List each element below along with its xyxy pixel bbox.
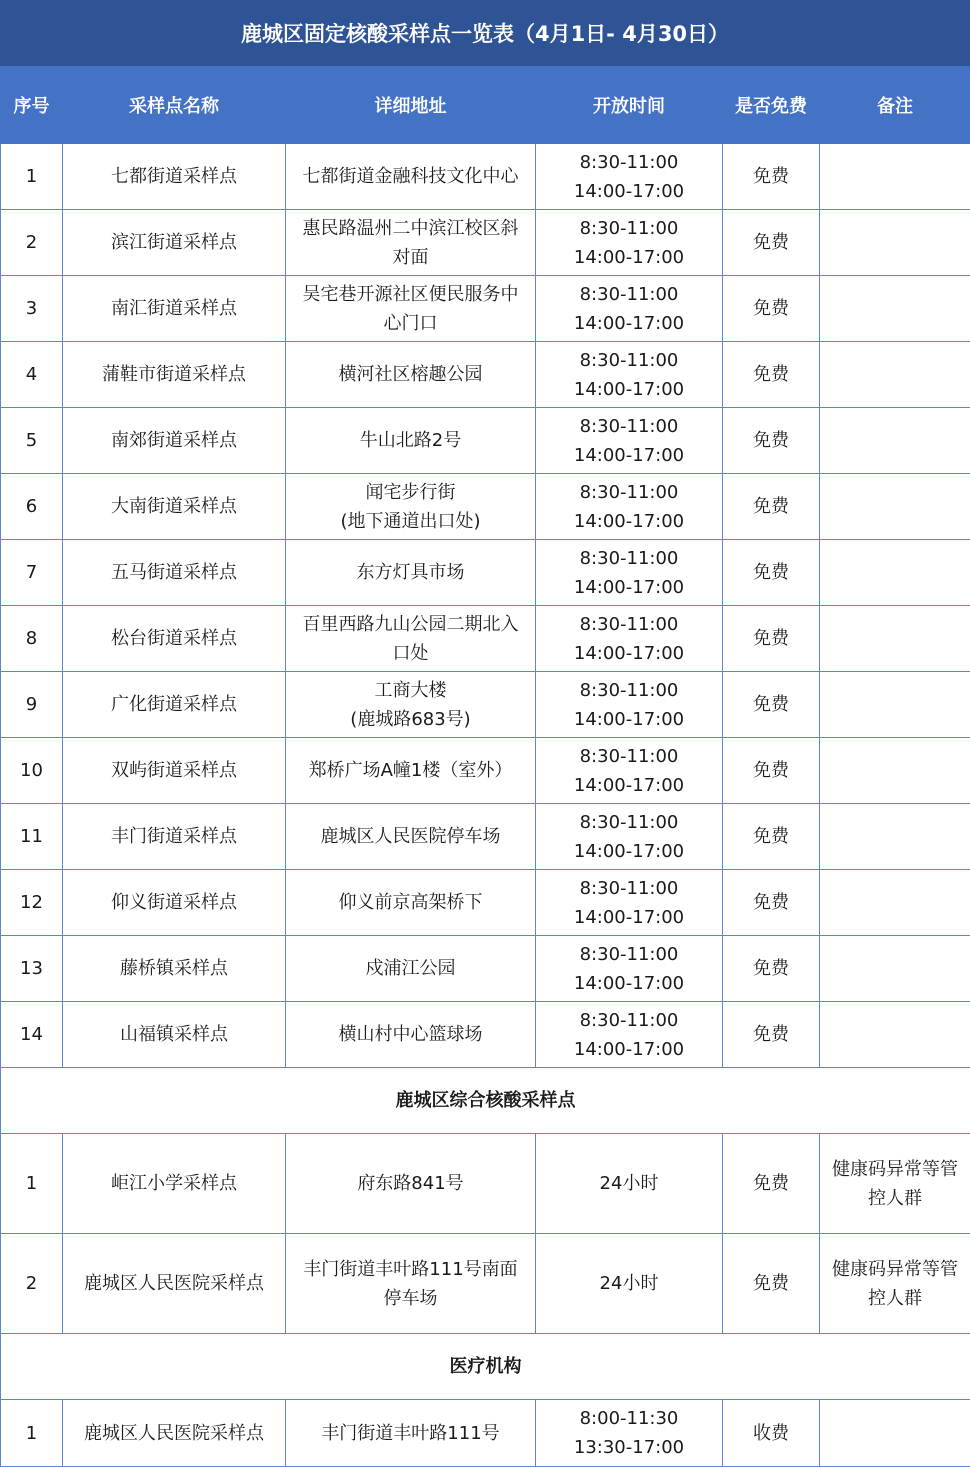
cell-hours — [536, 540, 723, 606]
cell-site-name: 仰义街道采样点 — [63, 870, 286, 936]
comprehensive-section — [1, 1068, 970, 1134]
header-free: 是否免费 — [723, 67, 820, 144]
cell-address-line: 仰义前京高架桥下 — [289, 888, 532, 917]
cell-note — [820, 936, 970, 1002]
cell-note — [820, 408, 970, 474]
cell-hours-line: 14:00-17:00 — [539, 441, 719, 470]
cell-fee: 免费 — [723, 1234, 820, 1334]
cell-fee: 免费 — [723, 606, 820, 672]
cell-fee: 免费 — [723, 474, 820, 540]
cell-hours — [536, 342, 723, 408]
cell-hours-line: 14:00-17:00 — [539, 639, 719, 668]
cell-no: 12 — [1, 870, 63, 936]
table-row — [1, 474, 970, 540]
cell-fee: 免费 — [723, 342, 820, 408]
cell-hours — [536, 276, 723, 342]
cell-note — [820, 738, 970, 804]
cell-note — [820, 606, 970, 672]
cell-hours-line: 8:30-11:00 — [539, 214, 719, 243]
cell-hours — [536, 210, 723, 276]
cell-hours-line: 8:30-11:00 — [539, 280, 719, 309]
cell-hours — [536, 804, 723, 870]
cell-note — [820, 1234, 970, 1334]
cell-address — [286, 606, 536, 672]
cell-address-line: 丰门街道丰叶路111号南面 — [289, 1255, 532, 1284]
cell-no: 7 — [1, 540, 63, 606]
cell-fee: 免费 — [723, 276, 820, 342]
cell-hours — [536, 1234, 723, 1334]
cell-no: 4 — [1, 342, 63, 408]
cell-fee: 免费 — [723, 210, 820, 276]
cell-hours-line: 24小时 — [539, 1169, 719, 1198]
cell-address — [286, 540, 536, 606]
cell-hours-line: 14:00-17:00 — [539, 243, 719, 272]
cell-hours-line: 8:30-11:00 — [539, 478, 719, 507]
cell-hours-line: 14:00-17:00 — [539, 771, 719, 800]
table-row — [1, 606, 970, 672]
cell-hours-line: 14:00-17:00 — [539, 507, 719, 536]
cell-address — [286, 408, 536, 474]
table-row — [1, 672, 970, 738]
cell-site-name: 松台街道采样点 — [63, 606, 286, 672]
cell-site-name: 岠江小学采样点 — [63, 1134, 286, 1234]
cell-hours-line: 14:00-17:00 — [539, 837, 719, 866]
cell-address-line: 工商大楼 — [289, 676, 532, 705]
cell-hours-line: 14:00-17:00 — [539, 903, 719, 932]
cell-note — [820, 1400, 970, 1467]
table-row — [1, 1234, 970, 1334]
cell-address-line: 鹿城区人民医院停车场 — [289, 822, 532, 851]
cell-note — [820, 474, 970, 540]
cell-address — [286, 936, 536, 1002]
cell-hours-line: 24小时 — [539, 1269, 719, 1298]
cell-no: 1 — [1, 144, 63, 210]
cell-fee: 免费 — [723, 738, 820, 804]
cell-address-line: 闻宅步行街 — [289, 478, 532, 507]
cell-address-line: 横河社区榕趣公园 — [289, 360, 532, 389]
cell-address-line: 心门口 — [289, 309, 532, 338]
table-row — [1, 540, 970, 606]
cell-fee: 收费 — [723, 1400, 820, 1467]
cell-hours-line: 8:30-11:00 — [539, 808, 719, 837]
cell-address-line: 百里西路九山公园二期北入 — [289, 610, 532, 639]
cell-note — [820, 1134, 970, 1234]
cell-hours-line: 8:30-11:00 — [539, 544, 719, 573]
cell-fee: 免费 — [723, 1134, 820, 1234]
cell-note-line: 健康码异常等管 — [823, 1155, 967, 1184]
cell-hours — [536, 144, 723, 210]
cell-address-line: 府东路841号 — [289, 1169, 532, 1198]
table-row — [1, 144, 970, 210]
cell-hours-line: 8:00-11:30 — [539, 1404, 719, 1433]
table-row — [1, 870, 970, 936]
cell-hours-line: 8:30-11:00 — [539, 148, 719, 177]
cell-note-line: 控人群 — [823, 1184, 967, 1213]
medical-section — [1, 1334, 970, 1400]
section-title-medical: 医疗机构 — [1, 1334, 970, 1400]
header-no: 序号 — [1, 67, 63, 144]
header-hours: 开放时间 — [536, 67, 723, 144]
cell-hours-line: 13:30-17:00 — [539, 1433, 719, 1462]
comprehensive-sites-body — [1, 1134, 970, 1334]
table-row — [1, 804, 970, 870]
cell-hours-line: 8:30-11:00 — [539, 676, 719, 705]
cell-no: 5 — [1, 408, 63, 474]
cell-note-line: 健康码异常等管 — [823, 1255, 967, 1284]
cell-site-name: 南汇街道采样点 — [63, 276, 286, 342]
cell-site-name: 广化街道采样点 — [63, 672, 286, 738]
cell-hours-line: 8:30-11:00 — [539, 346, 719, 375]
cell-hours-line: 8:30-11:00 — [539, 1006, 719, 1035]
cell-address — [286, 144, 536, 210]
cell-note — [820, 276, 970, 342]
cell-site-name: 大南街道采样点 — [63, 474, 286, 540]
cell-address-line: 吴宅巷开源社区便民服务中 — [289, 280, 532, 309]
cell-hours — [536, 1134, 723, 1234]
table-row — [1, 738, 970, 804]
cell-site-name: 五马街道采样点 — [63, 540, 286, 606]
cell-hours — [536, 474, 723, 540]
cell-site-name: 滨江街道采样点 — [63, 210, 286, 276]
cell-hours — [536, 1400, 723, 1467]
cell-note — [820, 804, 970, 870]
cell-no: 9 — [1, 672, 63, 738]
header-name: 采样点名称 — [63, 67, 286, 144]
cell-address-line: (地下通道出口处) — [289, 507, 532, 536]
header-note: 备注 — [820, 67, 970, 144]
cell-fee: 免费 — [723, 870, 820, 936]
cell-fee: 免费 — [723, 144, 820, 210]
cell-site-name: 七都街道采样点 — [63, 144, 286, 210]
cell-address-line: 丰门街道丰叶路111号 — [289, 1419, 532, 1448]
cell-address-line: 停车场 — [289, 1284, 532, 1313]
cell-site-name: 蒲鞋市街道采样点 — [63, 342, 286, 408]
cell-address — [286, 1134, 536, 1234]
section-title-comprehensive: 鹿城区综合核酸采样点 — [1, 1068, 970, 1134]
cell-hours — [536, 1002, 723, 1068]
cell-note — [820, 210, 970, 276]
cell-note — [820, 870, 970, 936]
cell-fee: 免费 — [723, 672, 820, 738]
cell-address — [286, 276, 536, 342]
cell-address-line: 七都街道金融科技文化中心 — [289, 162, 532, 191]
cell-no: 11 — [1, 804, 63, 870]
cell-note — [820, 1002, 970, 1068]
cell-address — [286, 474, 536, 540]
cell-site-name: 藤桥镇采样点 — [63, 936, 286, 1002]
cell-fee: 免费 — [723, 936, 820, 1002]
cell-no: 1 — [1, 1400, 63, 1467]
cell-no: 3 — [1, 276, 63, 342]
cell-address — [286, 342, 536, 408]
cell-hours — [536, 672, 723, 738]
cell-fee: 免费 — [723, 1002, 820, 1068]
table-row — [1, 1400, 970, 1467]
cell-note — [820, 342, 970, 408]
cell-hours-line: 14:00-17:00 — [539, 573, 719, 602]
cell-note-line: 控人群 — [823, 1284, 967, 1313]
cell-hours — [536, 870, 723, 936]
cell-address-line: 对面 — [289, 243, 532, 272]
cell-note — [820, 144, 970, 210]
cell-note — [820, 672, 970, 738]
cell-hours-line: 14:00-17:00 — [539, 309, 719, 338]
cell-no: 6 — [1, 474, 63, 540]
cell-address-line: 惠民路温州二中滨江校区斜 — [289, 214, 532, 243]
cell-hours-line: 14:00-17:00 — [539, 705, 719, 734]
cell-no: 10 — [1, 738, 63, 804]
table-row — [1, 342, 970, 408]
cell-address-line: 郑桥广场A幢1楼（室外） — [289, 756, 532, 785]
cell-site-name: 山福镇采样点 — [63, 1002, 286, 1068]
cell-site-name: 双屿街道采样点 — [63, 738, 286, 804]
cell-no: 2 — [1, 210, 63, 276]
cell-hours — [536, 738, 723, 804]
medical-sites-body — [1, 1400, 970, 1467]
header-address: 详细地址 — [286, 67, 536, 144]
table-row — [1, 210, 970, 276]
table-header-row — [1, 67, 970, 144]
cell-hours-line: 14:00-17:00 — [539, 375, 719, 404]
cell-no: 8 — [1, 606, 63, 672]
cell-fee: 免费 — [723, 408, 820, 474]
table-row — [1, 276, 970, 342]
cell-hours-line: 14:00-17:00 — [539, 177, 719, 206]
cell-hours-line: 8:30-11:00 — [539, 874, 719, 903]
cell-address-line: 东方灯具市场 — [289, 558, 532, 587]
page-title: 鹿城区固定核酸采样点一览表（4月1日- 4月30日） — [0, 0, 970, 66]
cell-hours — [536, 936, 723, 1002]
cell-address — [286, 804, 536, 870]
cell-no: 1 — [1, 1134, 63, 1234]
cell-no: 2 — [1, 1234, 63, 1334]
cell-hours-line: 14:00-17:00 — [539, 1035, 719, 1064]
cell-site-name: 鹿城区人民医院采样点 — [63, 1234, 286, 1334]
table-row — [1, 408, 970, 474]
cell-address — [286, 672, 536, 738]
cell-site-name: 鹿城区人民医院采样点 — [63, 1400, 286, 1467]
cell-fee: 免费 — [723, 540, 820, 606]
cell-hours-line: 14:00-17:00 — [539, 969, 719, 998]
cell-address-line: 横山村中心篮球场 — [289, 1020, 532, 1049]
cell-address — [286, 738, 536, 804]
cell-address-line: (鹿城路683号) — [289, 705, 532, 734]
cell-hours-line: 8:30-11:00 — [539, 610, 719, 639]
table-row — [1, 1134, 970, 1234]
cell-hours-line: 8:30-11:00 — [539, 412, 719, 441]
cell-address-line: 口处 — [289, 639, 532, 668]
table-row — [1, 1002, 970, 1068]
cell-fee: 免费 — [723, 804, 820, 870]
cell-note — [820, 540, 970, 606]
table-row — [1, 936, 970, 1002]
cell-hours — [536, 408, 723, 474]
cell-site-name: 南郊街道采样点 — [63, 408, 286, 474]
fixed-sites-body — [1, 144, 970, 1068]
cell-no: 14 — [1, 1002, 63, 1068]
cell-address — [286, 210, 536, 276]
cell-no: 13 — [1, 936, 63, 1002]
cell-address — [286, 1234, 536, 1334]
cell-address-line: 戍浦江公园 — [289, 954, 532, 983]
cell-site-name: 丰门街道采样点 — [63, 804, 286, 870]
cell-hours — [536, 606, 723, 672]
cell-address — [286, 1400, 536, 1467]
cell-address — [286, 1002, 536, 1068]
cell-address — [286, 870, 536, 936]
sampling-sites-table — [0, 66, 970, 1467]
cell-hours-line: 8:30-11:00 — [539, 742, 719, 771]
cell-hours-line: 8:30-11:00 — [539, 940, 719, 969]
cell-address-line: 牛山北路2号 — [289, 426, 532, 455]
